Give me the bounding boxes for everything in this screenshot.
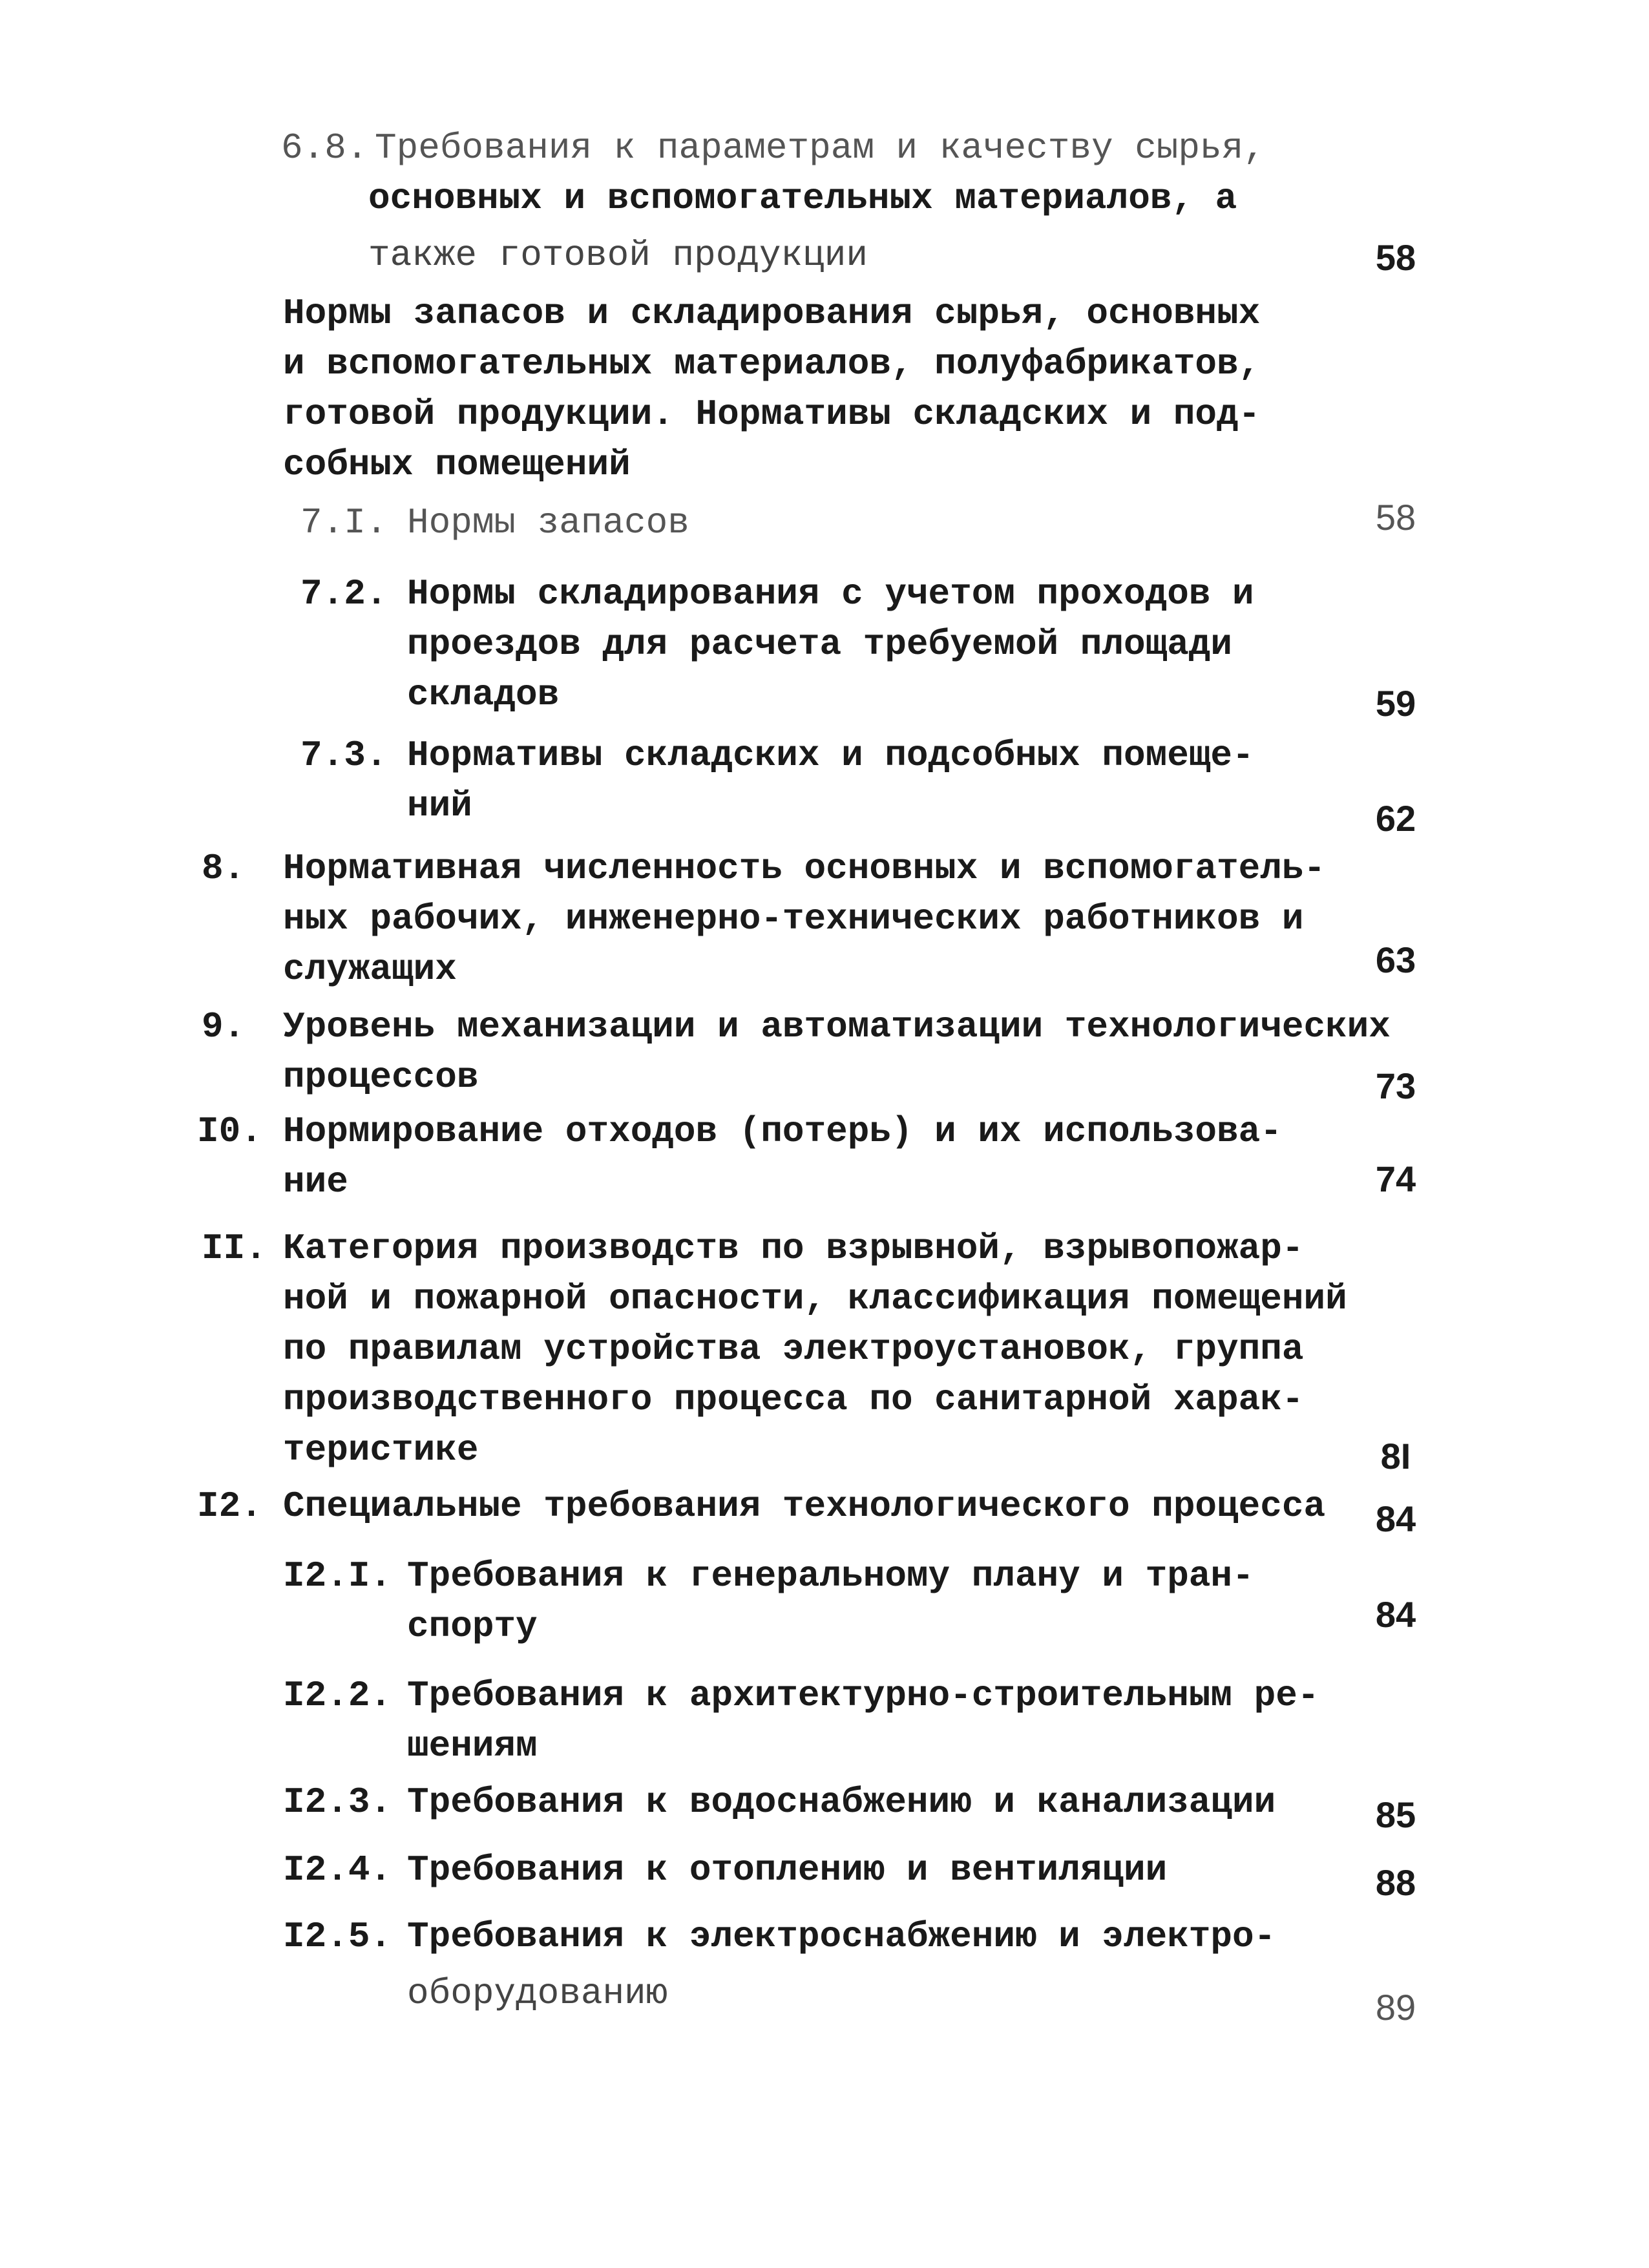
entry-number: I2.5. [283,1916,392,1957]
entry-page: 84 [1375,1498,1416,1539]
entry-number: 7.I. [300,502,388,543]
entry-line: готовой продукции. Нормативы складских и под- [283,394,1261,435]
entry-line: Нормативная численность основных и вспомогатель- [283,848,1326,889]
entry-line: теристике [283,1429,479,1471]
entry-line: и вспомогательных материалов, полуфабрикатов, [283,343,1261,384]
entry-page: 84 [1375,1594,1416,1635]
entry-line: Требования к отоплению и вентиляции [407,1849,1168,1891]
entry-number: I0. [197,1111,262,1152]
entry-line: собных помещений [283,444,631,485]
entry-line: Нормирование отходов (потерь) и их использова- [283,1111,1282,1152]
entry-line: шениям [407,1725,538,1767]
entry-line: Специальные требования технологического процесса [283,1486,1326,1527]
entry-number: 7.2. [300,573,388,614]
entry-page: 58 [1375,237,1416,278]
entry-number: 8. [202,848,246,889]
entry-number: II. [202,1228,267,1269]
entry-line: Уровень механизации и автоматизации технологических [283,1006,1391,1047]
entry-number: 7.3. [300,735,388,776]
entry-line: также готовой продукции [368,235,868,276]
entry-line: по правилам устройства электроустановок, группа [283,1328,1304,1370]
entry-line: проездов для расчета требуемой площади [407,624,1233,665]
entry-page: 8I [1380,1436,1411,1476]
entry-page: 63 [1375,940,1416,980]
entry-line: оборудованию [407,1973,668,2014]
entry-line: Нормы запасов и складирования сырья, основных [283,293,1261,334]
entry-line: ний [407,785,472,826]
entry-page: 74 [1375,1159,1416,1199]
entry-number: 6.8. [281,127,368,169]
entry-line: основных и вспомогательных материалов, а [368,178,1237,219]
entry-line: ной и пожарной опасности, классификация помещений [283,1278,1347,1319]
entry-line: ние [283,1161,348,1202]
entry-number: I2.2. [283,1675,392,1716]
entry-line: служащих [283,949,457,990]
entry-number: I2. [197,1486,262,1527]
entry-number: I2.4. [283,1849,392,1891]
entry-line: Нормы запасов [407,502,689,543]
entry-page: 58 [1375,497,1416,538]
entry-page: 73 [1375,1066,1416,1106]
entry-line: спорту [407,1606,538,1647]
entry-line: складов [407,674,560,715]
entry-page: 88 [1375,1862,1416,1903]
entry-line: Требования к архитектурно-строительным ре- [407,1675,1319,1716]
entry-line: Требования к электроснабжению и электро- [407,1916,1276,1957]
entry-line: Нормативы складских и подсобных помеще- [407,735,1254,776]
entry-number: I2.I. [283,1555,392,1597]
entry-line: производственного процесса по санитарной харак- [283,1379,1304,1420]
entry-page: 85 [1375,1794,1416,1835]
entry-page: 62 [1375,798,1416,839]
entry-page: 89 [1375,1987,1416,2028]
entry-page: 59 [1375,683,1416,724]
entry-line: Категория производств по взрывной, взрывопожар- [283,1228,1304,1269]
entry-number: I2.3. [283,1781,392,1823]
entry-line: Требования к генеральному плану и тран- [407,1555,1254,1597]
entry-number: 9. [202,1006,246,1047]
entry-line: Нормы складирования с учетом проходов и [407,573,1254,614]
entry-line: процессов [283,1056,479,1098]
entry-line: Требования к параметрам и качеству сырья, [375,127,1265,169]
entry-line: Требования к водоснабжению и канализации [407,1781,1276,1823]
entry-line: ных рабочих, инженерно-технических работников и [283,898,1304,940]
